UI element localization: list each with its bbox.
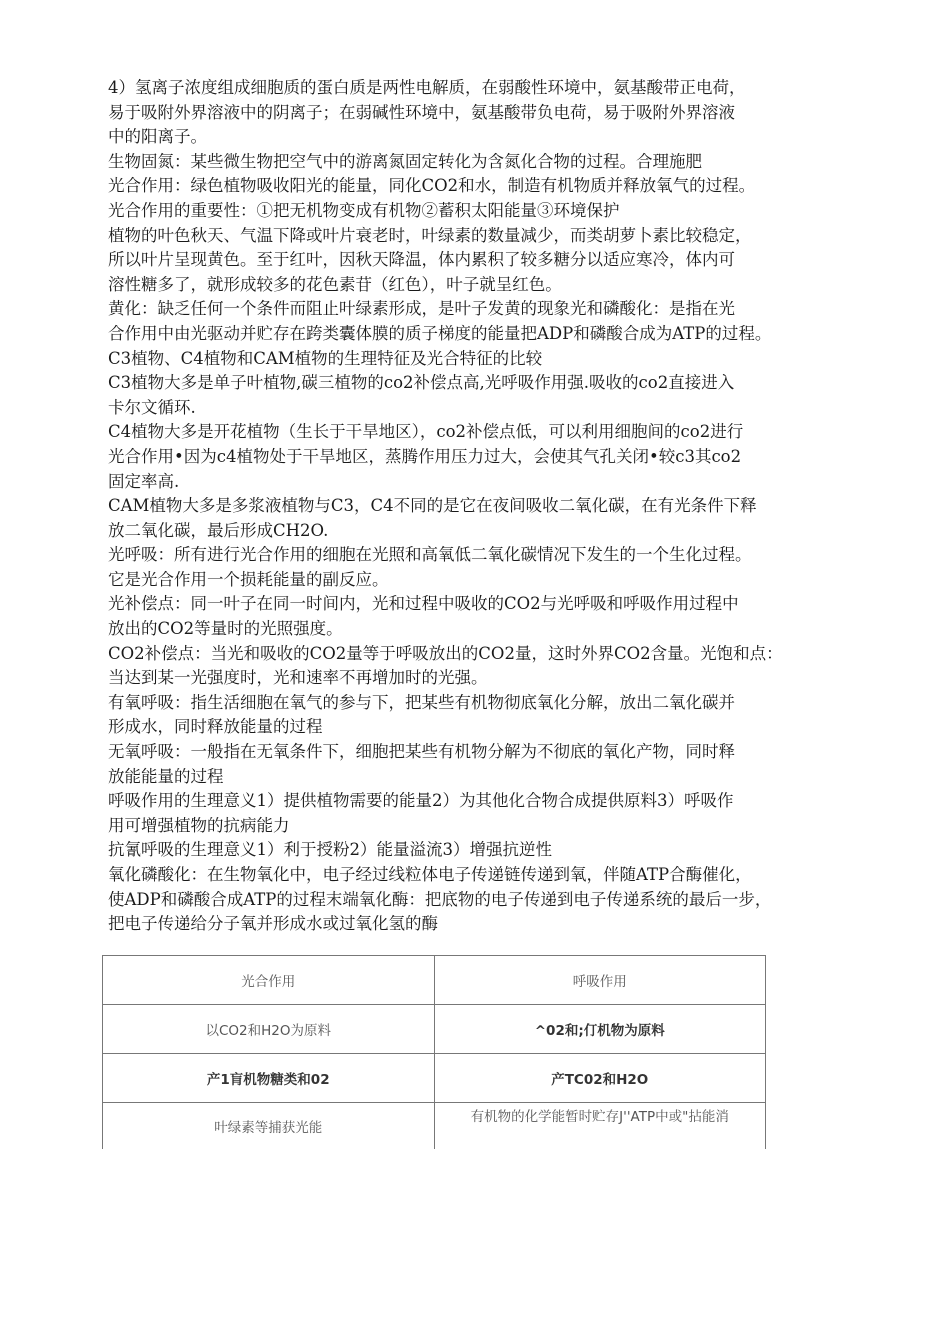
text-line: 当达到某一光强度时，光和速率不再增加时的光强。 <box>108 668 488 688</box>
table-cell: 以CO2和H2O为原料 <box>103 1005 435 1054</box>
paragraph <box>108 199 878 224</box>
table-cell: 产1肓机物糖类和02 <box>103 1054 435 1103</box>
text-line: 放能能量的过程 <box>108 766 224 786</box>
text-line: 使ADP和磷酸合成ATP的过程末端氧化酶：把底物的电子传递到电子传递系统的最后一步， <box>108 889 772 909</box>
text-line: 放出的CO2等量时的光照强度。 <box>108 619 343 639</box>
paragraph <box>108 150 878 175</box>
paragraph <box>108 592 878 641</box>
text-line: 所以叶片呈现黄色。至于红叶，因秋天降温，体内累积了较多糖分以适应寒冷，体内可 <box>108 250 735 270</box>
text-line: 把电子传递给分子氧并形成水或过氧化氢的酶 <box>108 914 438 934</box>
text-line: CAM植物大多是多浆液植物与C3，C4不同的是它在夜间吸收二氧化碳，在有光条件下释 <box>108 496 757 516</box>
text-line: 合作用中由光驱动并贮存在跨类囊体膜的质子梯度的能量把ADP和磷酸合成为ATP的过程。 <box>108 323 772 343</box>
table-cell: ^02和;仃机物为原料 <box>434 1005 766 1054</box>
text-line: 光呼吸：所有进行光合作用的细胞在光照和高氧低二氧化碳情况下发生的一个生化过程。 <box>108 545 752 565</box>
text-line: 有氧呼吸：指生活细胞在氧气的参与下，把某些有机物彻底氧化分解，放出二氧化碳并 <box>108 692 735 712</box>
text-line: 中的阳离子。 <box>108 127 207 147</box>
table-cell: 叶绿素等捕获光能 <box>103 1103 435 1150</box>
text-line: 光合作用•因为c4植物处于干旱地区，蒸腾作用压力过大，会使其气孔关闭•较c3其co2 <box>108 446 742 466</box>
text-line: 呼吸作用的生理意义1）提供植物需要的能量2）为其他化合物合成提供原料3）呼吸作 <box>108 791 734 811</box>
text-line: C4植物大多是开花植物（生长于干旱地区），co2补偿点低，可以利用细胞间的co2进行 <box>108 422 744 442</box>
text-line: 黄化：缺乏任何一个条件而阻止叶绿素形成，是叶子发黄的现象光和磷酸化：是指在光 <box>108 299 735 319</box>
text-line: 溶性糖多了，就形成较多的花色素苷（红色），叶子就呈红色。 <box>108 274 562 294</box>
paragraph <box>108 863 878 937</box>
paragraph <box>108 347 878 372</box>
text-line: C3植物、C4植物和CAM植物的生理特征及光合特征的比较 <box>108 348 543 368</box>
paragraph <box>108 297 878 346</box>
table-header-photosynthesis: 光合作用 <box>103 956 435 1005</box>
table-row <box>103 1005 766 1054</box>
paragraph <box>108 76 878 150</box>
text-line: 它是光合作用一个损耗能量的副反应。 <box>108 569 389 589</box>
text-line: 无氧呼吸：一般指在无氧条件下，细胞把某些有机物分解为不彻底的氧化产物，同时释 <box>108 742 735 762</box>
paragraph <box>108 691 878 740</box>
paragraph <box>108 224 878 298</box>
table-header-row <box>103 956 766 1005</box>
paragraph <box>108 371 878 420</box>
text-line: 氧化磷酸化：在生物氧化中，电子经过线粒体电子传递链传递到氧，伴随ATP合酶催化， <box>108 865 752 884</box>
table-row <box>103 1103 766 1150</box>
text-line: 植物的叶色秋天、气温下降或叶片衰老时，叶绿素的数量减少，而类胡萝卜素比较稳定， <box>108 225 752 245</box>
paragraph <box>108 543 878 592</box>
text-line: 固定率高. <box>108 471 180 491</box>
text-line: 用可增强植物的抗病能力 <box>108 815 290 835</box>
comparison-table <box>102 955 766 1149</box>
paragraph <box>108 494 878 543</box>
text-line: 卡尔文循环. <box>108 397 196 417</box>
document-body <box>108 76 878 937</box>
text-line: 光合作用的重要性：①把无机物变成有机物②蓄积太阳能量③环境保护 <box>108 200 620 220</box>
paragraph <box>108 789 878 838</box>
text-line: C3植物大多是单子叶植物,碳三植物的co2补偿点高,光呼吸作用强.吸收的co2直接进入 <box>108 373 735 393</box>
paragraph <box>108 838 878 863</box>
paragraph <box>108 420 878 494</box>
text-line: 光补偿点：同一叶子在同一时间内，光和过程中吸收的CO2与光呼吸和呼吸作用过程中 <box>108 594 739 614</box>
text-line: 放二氧化碳，最后形成CH2O. <box>108 520 329 540</box>
paragraph <box>108 642 878 691</box>
text-line: 抗氰呼吸的生理意义1）利于授粉2）能量溢流3）增强抗逆性 <box>108 840 552 860</box>
table-cell: 产TC02和H2O <box>434 1054 766 1103</box>
text-line: 易于吸附外界溶液中的阴离子；在弱碱性环境中，氨基酸带负电荷，易于吸附外界溶液 <box>108 102 735 122</box>
table-cell: 有机物的化学能暂时贮存J''ATP中或"拈能消 <box>434 1103 766 1150</box>
paragraph <box>108 740 878 789</box>
table-header-respiration: 呼吸作用 <box>434 956 766 1005</box>
text-line: 形成水，同时释放能量的过程 <box>108 717 323 737</box>
text-line: CO2补偿点：当光和吸收的CO2量等于呼吸放出的CO2量，这时外界CO2含量。光饱和点： <box>108 643 783 663</box>
text-line: 光合作用：绿色植物吸收阳光的能量，同化CO2和水，制造有机物质并释放氧气的过程。 <box>108 176 756 196</box>
paragraph <box>108 174 878 199</box>
text-line: 生物固氮：某些微生物把空气中的游离氮固定转化为含氮化合物的过程。合理施肥 <box>108 151 702 171</box>
text-line: 4）氢离子浓度组成细胞质的蛋白质是两性电解质，在弱酸性环境中，氨基酸带正电荷， <box>108 78 746 97</box>
table-row <box>103 1054 766 1103</box>
